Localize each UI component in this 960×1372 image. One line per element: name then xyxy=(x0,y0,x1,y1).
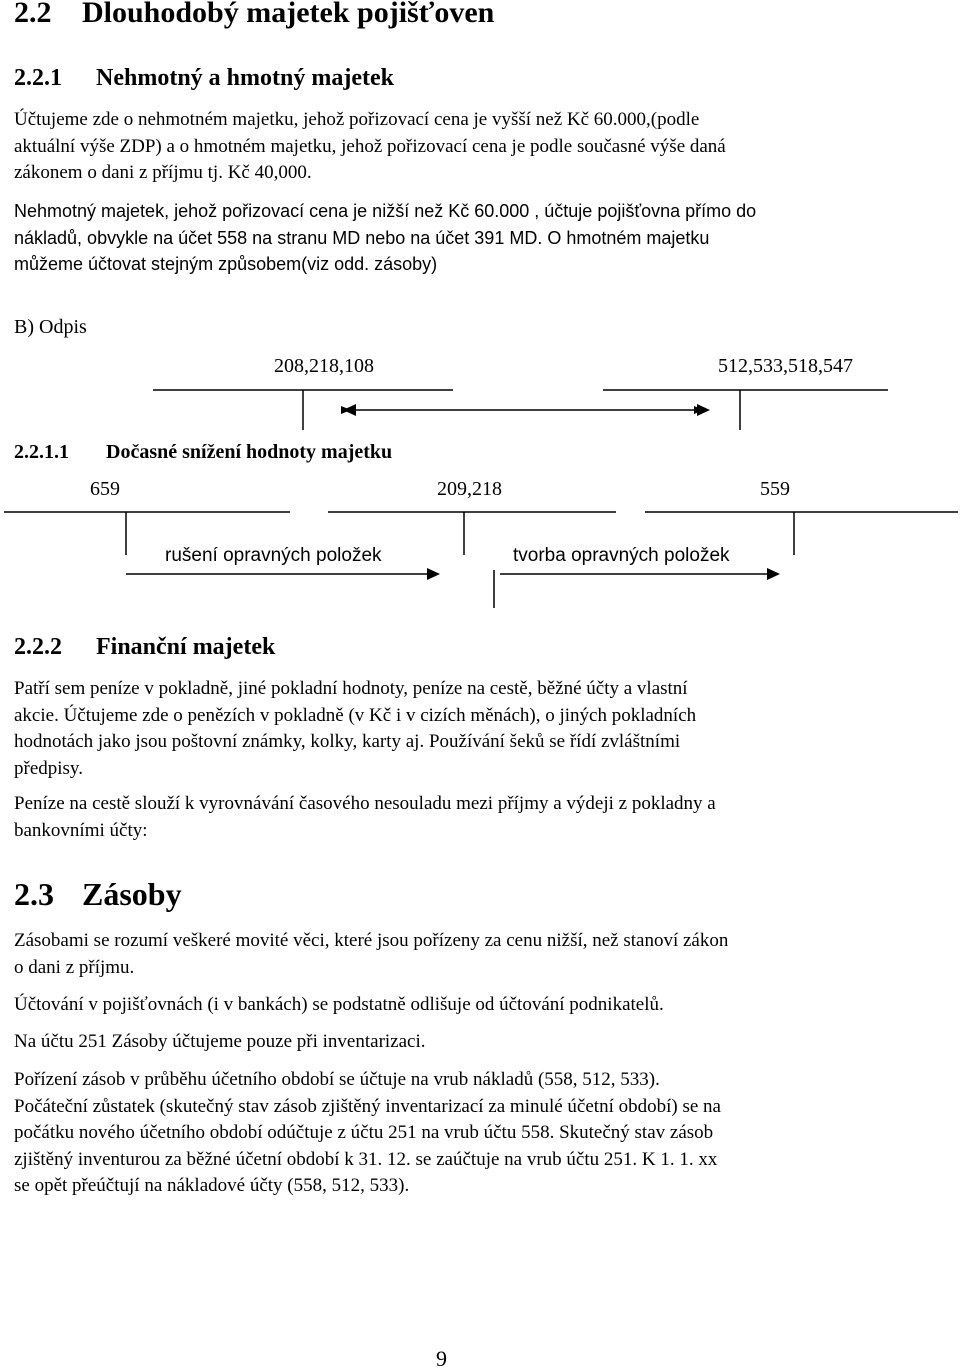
section-number: 2.2.1 xyxy=(14,65,62,91)
section-number: 2.3 xyxy=(14,876,54,912)
odpis-left-accounts: 208,218,108 xyxy=(274,355,374,377)
section-title: Dočasné snížení hodnoty majetku xyxy=(106,441,393,463)
paragraph-account-251: Na účtu 251 Zásoby účtujeme pouze při inventarizaci. xyxy=(14,1031,426,1052)
odpis-arrowhead-right xyxy=(697,404,710,416)
section-title: Finanční majetek xyxy=(96,634,276,660)
page-number: 9 xyxy=(436,1346,447,1371)
paragraph-intangible-assets: Účtujeme zde o nehmotném majetku, jehož pořizovací cena je vyšší než Kč 60.000,(podle aktuální výše ZDP) a o hmotném majetku, jehož pořizovací cena je podle současné výše daná zákonem o dani z příjmu tj. Kč 40,000. xyxy=(14,109,726,183)
odpis-arrowhead-left xyxy=(343,404,356,416)
section-title: Dlouhodobý majetek pojišťoven xyxy=(82,0,495,29)
paragraph-low-value-intangible: Nehmotný majetek, jehož pořizovací cena je nižší než Kč 60.000 , účtuje pojišťovna přímo do nákladů, obvykle na účet 558 na stranu MD nebo na účet 391 MD. O hmotném majetku můžeme účtovat stejným způsobem(viz odd. zásoby) xyxy=(14,201,757,274)
arrow-label-cancel-provisions: rušení opravných položek xyxy=(165,545,382,566)
odpis-right-accounts: 512,533,518,547 xyxy=(718,355,853,377)
paragraph-inventory-acquisition: Pořízení zásob v průběhu účetního období se účtuje na vrub nákladů (558, 512, 533). Počáteční zůstatek (skutečný stav zásob zjištěný inventarizací za minulé účetní období) se na počátku nového účetního období odúčtuje z účtu 251 na vrub účtu 558. Skutečný stav zásob zjištěný inventurou za běžné účetní období k 31. 12. se zaúčtuje na vrub účtu 251. K 1. 1. xx se opět přeúčtují na nákladové účty (558, 512, 533). xyxy=(14,1069,721,1196)
paragraph-money-in-transit: Peníze na cestě slouží k vyrovnávání časového nesouladu mezi příjmy a výdeji z pokladny a bankovními účty: xyxy=(14,793,716,841)
section-heading-2-3 xyxy=(14,876,182,913)
section-number: 2.2.1.1 xyxy=(14,441,69,463)
arrowhead-create-provisions xyxy=(767,568,780,580)
section-heading-2-2-2 xyxy=(14,634,275,661)
arrow-label-create-provisions: tvorba opravných položek xyxy=(513,545,730,566)
paragraph-insurance-accounting: Účtování v pojišťovnách (i v bankách) se podstatně odlišuje od účtování podnikatelů. xyxy=(14,994,664,1015)
account-659: 659 xyxy=(90,478,120,500)
account-209-218: 209,218 xyxy=(437,478,502,500)
paragraph-inventory-definition: Zásobami se rozumí veškeré movité věci, které jsou pořízeny za cenu nižší, než stanoví zákon o dani z příjmu. xyxy=(14,930,729,978)
section-number: 2.2 xyxy=(14,0,52,29)
section-number: 2.2.2 xyxy=(14,634,62,660)
odpis-label: B) Odpis xyxy=(14,316,87,338)
account-flow-diagram xyxy=(0,0,960,620)
section-title: Nehmotný a hmotný majetek xyxy=(96,65,394,91)
arrowhead-cancel-provisions xyxy=(427,568,440,580)
paragraph-financial-assets: Patří sem peníze v pokladně, jiné pokladní hodnoty, peníze na cestě, běžné účty a vlastní akcie. Účtujeme zde o penězích v pokladně (v Kč i v cizích měnách), o jiných pokladních hodnotách jako jsou poštovní známky, kolky, karty aj. Používání šeků se řídí zvláštními předpisy. xyxy=(14,678,697,779)
account-559: 559 xyxy=(760,478,790,500)
section-title: Zásoby xyxy=(82,876,182,912)
